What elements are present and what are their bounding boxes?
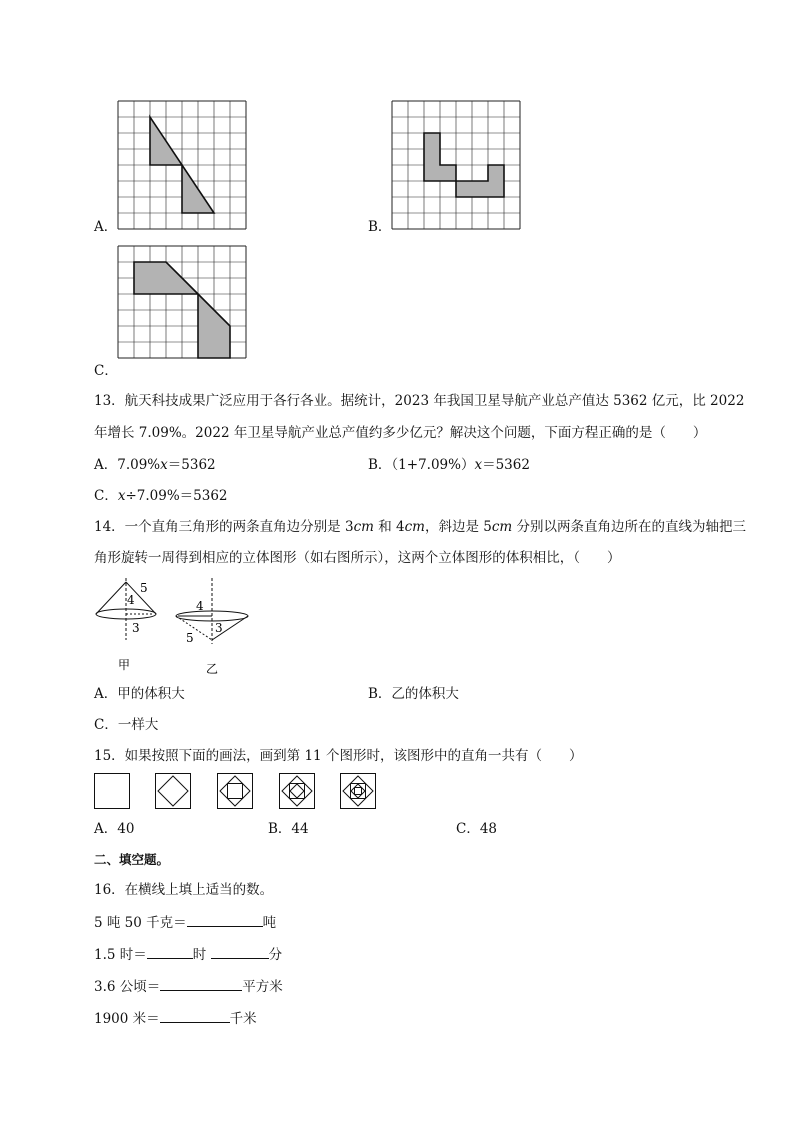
q16-row4-unit: 千米 (229, 1011, 257, 1027)
q14-unit-1: cm (353, 519, 374, 535)
q16-row4-blank[interactable] (160, 1009, 230, 1023)
cone-jia-slant: 5 (140, 581, 148, 595)
cone-yi-figure (170, 574, 260, 678)
q14-text-line1 (94, 519, 746, 535)
q16-row-4 (94, 1009, 257, 1027)
q16-row2-unit-2: 分 (268, 947, 283, 963)
q13-option-a-pre: 7.09% (117, 457, 161, 473)
q16-row3-unit: 平方米 (242, 979, 283, 995)
q13-option-b-var: x (474, 457, 483, 473)
q16-row2-blank-2[interactable] (211, 945, 269, 959)
option-c-label[interactable]: C． (94, 363, 118, 379)
cone-jia-figure (90, 574, 170, 674)
q13-option-b-label: B． (368, 457, 392, 473)
q14-unit-2: cm (404, 519, 425, 535)
q15-text: 15．如果按照下面的画法，画到第 11 个图形时，该图形中的直角一共有（ ） (94, 748, 583, 764)
q14-option-c[interactable]: C．一样大 (94, 717, 159, 733)
q13-option-a-post: ＝5362 (167, 457, 216, 473)
q14-unit-3: cm (491, 519, 513, 535)
q16-row-3 (94, 977, 283, 995)
grid-figure-c (118, 246, 246, 358)
pattern-figure-5 (340, 773, 376, 809)
pattern-figure-4 (279, 773, 315, 809)
q14-option-b[interactable]: B．乙的体积大 (368, 686, 459, 702)
q14-line1-a: 14．一个直角三角形的两条直角边分别是 3 (94, 519, 354, 535)
pattern-figure-1 (94, 773, 130, 809)
q13-option-a-var: x (160, 457, 168, 473)
q16-row-1 (94, 913, 276, 931)
q14-line1-c: ，斜边是 5 (424, 519, 492, 535)
q15-option-a[interactable]: A．40 (94, 821, 135, 837)
q13-text-line2: 年增长 7.09%。2022 年卫星导航产业总产值约多少亿元？解决这个问题，下面方程正确的是（ ） (94, 425, 707, 441)
q16-text: 16．在横线上填上适当的数。 (94, 882, 274, 898)
cone-yi-radius: 4 (196, 599, 204, 613)
option-a-label[interactable]: A． (94, 219, 118, 235)
q16-row2-prefix: 1.5 时＝ (94, 947, 147, 963)
section-title: 二、填空题。 (94, 852, 170, 867)
q13-option-b-post: ＝5362 (482, 457, 530, 473)
option-b-label[interactable]: B． (368, 219, 392, 235)
q13-option-c-var: x (117, 488, 126, 504)
q13-option-a[interactable] (94, 457, 216, 473)
q16-row4-prefix: 1900 米＝ (94, 1011, 160, 1027)
q16-row3-prefix: 3.6 公顷＝ (94, 979, 161, 995)
q14-text-line2: 角形旋转一周得到相应的立体图形（如右图所示），这两个立体图形的体积相比，（ ） (94, 550, 621, 566)
q13-option-b-pre: （1+7.09%） (391, 457, 475, 473)
pattern-figure-2 (155, 773, 191, 809)
q16-row1-prefix: 5 吨 50 千克＝ (94, 915, 187, 931)
q13-option-a-label: A． (94, 457, 118, 473)
q16-row2-unit-1: 时 (192, 947, 207, 963)
q16-row3-blank[interactable] (160, 977, 242, 991)
cone-yi-slant: 5 (186, 631, 194, 645)
cone-yi-name: 乙 (206, 662, 219, 676)
q13-option-b[interactable] (368, 457, 530, 473)
q14-line1-d: 分别以两条直角边所在的直线为轴把三 (512, 519, 747, 535)
q16-row1-unit: 吨 (262, 915, 277, 931)
cone-jia-radius: 3 (132, 621, 140, 635)
cone-jia-height: 4 (127, 593, 135, 607)
q14-option-a[interactable]: A．甲的体积大 (94, 686, 185, 702)
cone-yi-height: 3 (215, 621, 223, 635)
cone-jia-name: 甲 (118, 658, 131, 672)
q13-option-c[interactable] (94, 488, 228, 504)
pattern-figure-3 (217, 773, 253, 809)
q14-line1-b: 和 4 (373, 519, 405, 535)
q15-option-c[interactable]: C．48 (456, 821, 498, 837)
grid-figure-a (118, 101, 246, 229)
q13-option-c-label: C． (94, 488, 118, 504)
q13-text-line1: 13．航天科技成果广泛应用于各行各业。据统计，2023 年我国卫星导航产业总产值达 5362 亿元，比 2022 (94, 393, 745, 409)
q16-row1-blank[interactable] (187, 913, 263, 927)
q16-row2-blank-1[interactable] (147, 945, 193, 959)
q16-row-2 (94, 945, 282, 963)
q13-option-c-post: ÷7.09%＝5362 (125, 488, 228, 504)
q15-option-b[interactable]: B．44 (268, 821, 309, 837)
grid-figure-b (392, 101, 520, 229)
